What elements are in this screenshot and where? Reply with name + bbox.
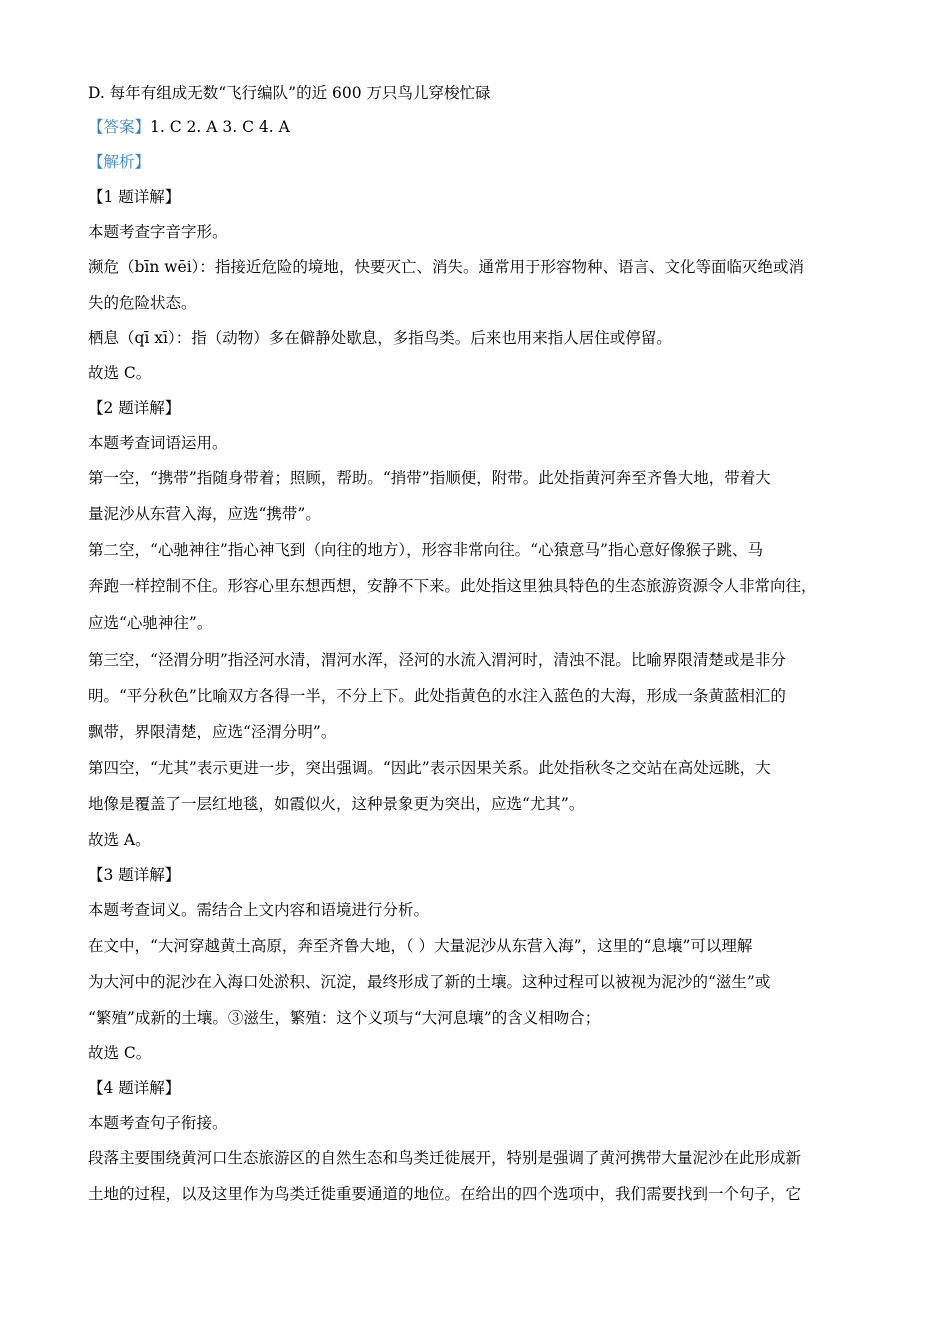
- q2-heading: 【2 题详解】: [88, 399, 181, 417]
- paragraph-line: 第三空，“泾渭分明”指泾河水清，渭河水浑，泾河的水流入渭河时，清浊不混。比喻界限清楚或是非分: [88, 651, 786, 669]
- paragraph-line: 地像是覆盖了一层红地毯，如霞似火，这种景象更为突出，应选“尤其”。: [88, 795, 585, 813]
- paragraph-line: 段落主要围绕黄河口生态旅游区的自然生态和鸟类迁徙展开，特别是强调了黄河携带大量泥沙在此形成新: [88, 1149, 802, 1167]
- paragraph-line: 故选 C。: [88, 364, 152, 382]
- paragraph-line: 故选 C。: [88, 1044, 152, 1062]
- analysis-label: 【解析】: [88, 153, 151, 171]
- paragraph-line: 栖息（qī xī）：指（动物）多在僻静处歇息，多指鸟类。后来也用来指人居住或停留。: [88, 329, 672, 347]
- answer-values: 1. C 2. A 3. C 4. A: [150, 118, 290, 136]
- paragraph-line: 本题考查字音字形。: [88, 223, 228, 241]
- paragraph-line: 奔跑一样控制不住。形容心里东想西想，安静不下来。此处指这里独具特色的生态旅游资源令人非常向往，: [88, 577, 817, 595]
- paragraph-line: 故选 A。: [88, 831, 151, 849]
- paragraph-line: 本题考查句子衔接。: [88, 1114, 228, 1132]
- paragraph-line: 第四空，“尤其”表示更进一步，突出强调。“因此”表示因果关系。此处指秋冬之交站在高处远眺，大: [88, 759, 771, 777]
- paragraph-line: 为大河中的泥沙在入海口处淤积、沉淀，最终形成了新的土壤。这种过程可以被视为泥沙的“滋生”或: [88, 973, 771, 991]
- paragraph-line: 本题考查词义。需结合上文内容和语境进行分析。: [88, 901, 430, 919]
- paragraph-line: 濒危（bīn wēi）：指接近危险的境地，快要灭亡、消失。通常用于形容物种、语言、文化等面临灭绝或消: [88, 258, 804, 276]
- paragraph-line: 第一空，“携带”指随身带着；照顾，帮助。“捎带”指顺便，附带。此处指黄河奔至齐鲁大地，带着大: [88, 469, 771, 487]
- paragraph-line: 第二空，“心驰神往”指心神飞到（向往的地方），形容非常向往。“心猿意马”指心意好像猴子跳、马: [88, 541, 763, 559]
- answer-label: 【答案】: [88, 118, 151, 136]
- q3-heading: 【3 题详解】: [88, 866, 181, 884]
- paragraph-line: “繁殖”成新的土壤。③滋生，繁殖：这个义项与“大河息壤”的含义相吻合；: [88, 1009, 601, 1027]
- paragraph-line: 土地的过程，以及这里作为鸟类迁徙重要通道的地位。在给出的四个选项中，我们需要找到一个句子，它: [88, 1185, 802, 1203]
- paragraph-line: 飘带，界限清楚，应选“泾渭分明”。: [88, 723, 337, 741]
- paragraph-line: 失的危险状态。: [88, 294, 197, 312]
- q4-heading: 【4 题详解】: [88, 1079, 181, 1097]
- paragraph-line: 应选“心驰神往”。: [88, 614, 213, 632]
- paragraph-line: 本题考查词语运用。: [88, 434, 228, 452]
- paragraph-line: 量泥沙从东营入海，应选“携带”。: [88, 505, 321, 523]
- paragraph-line: 明。“平分秋色”比喻双方各得一半，不分上下。此处指黄色的水注入蓝色的大海，形成一条黄蓝相汇的: [88, 687, 786, 705]
- answer-line: [88, 116, 868, 138]
- paragraph-line: 在文中，“大河穿越黄土高原，奔至齐鲁大地，（ ）大量泥沙从东营入海”，这里的“息壤”可以理解: [88, 937, 753, 955]
- option-d-line: D. 每年有组成无数“飞行编队”的近 600 万只鸟儿穿梭忙碌: [88, 84, 491, 102]
- q1-heading: 【1 题详解】: [88, 188, 181, 206]
